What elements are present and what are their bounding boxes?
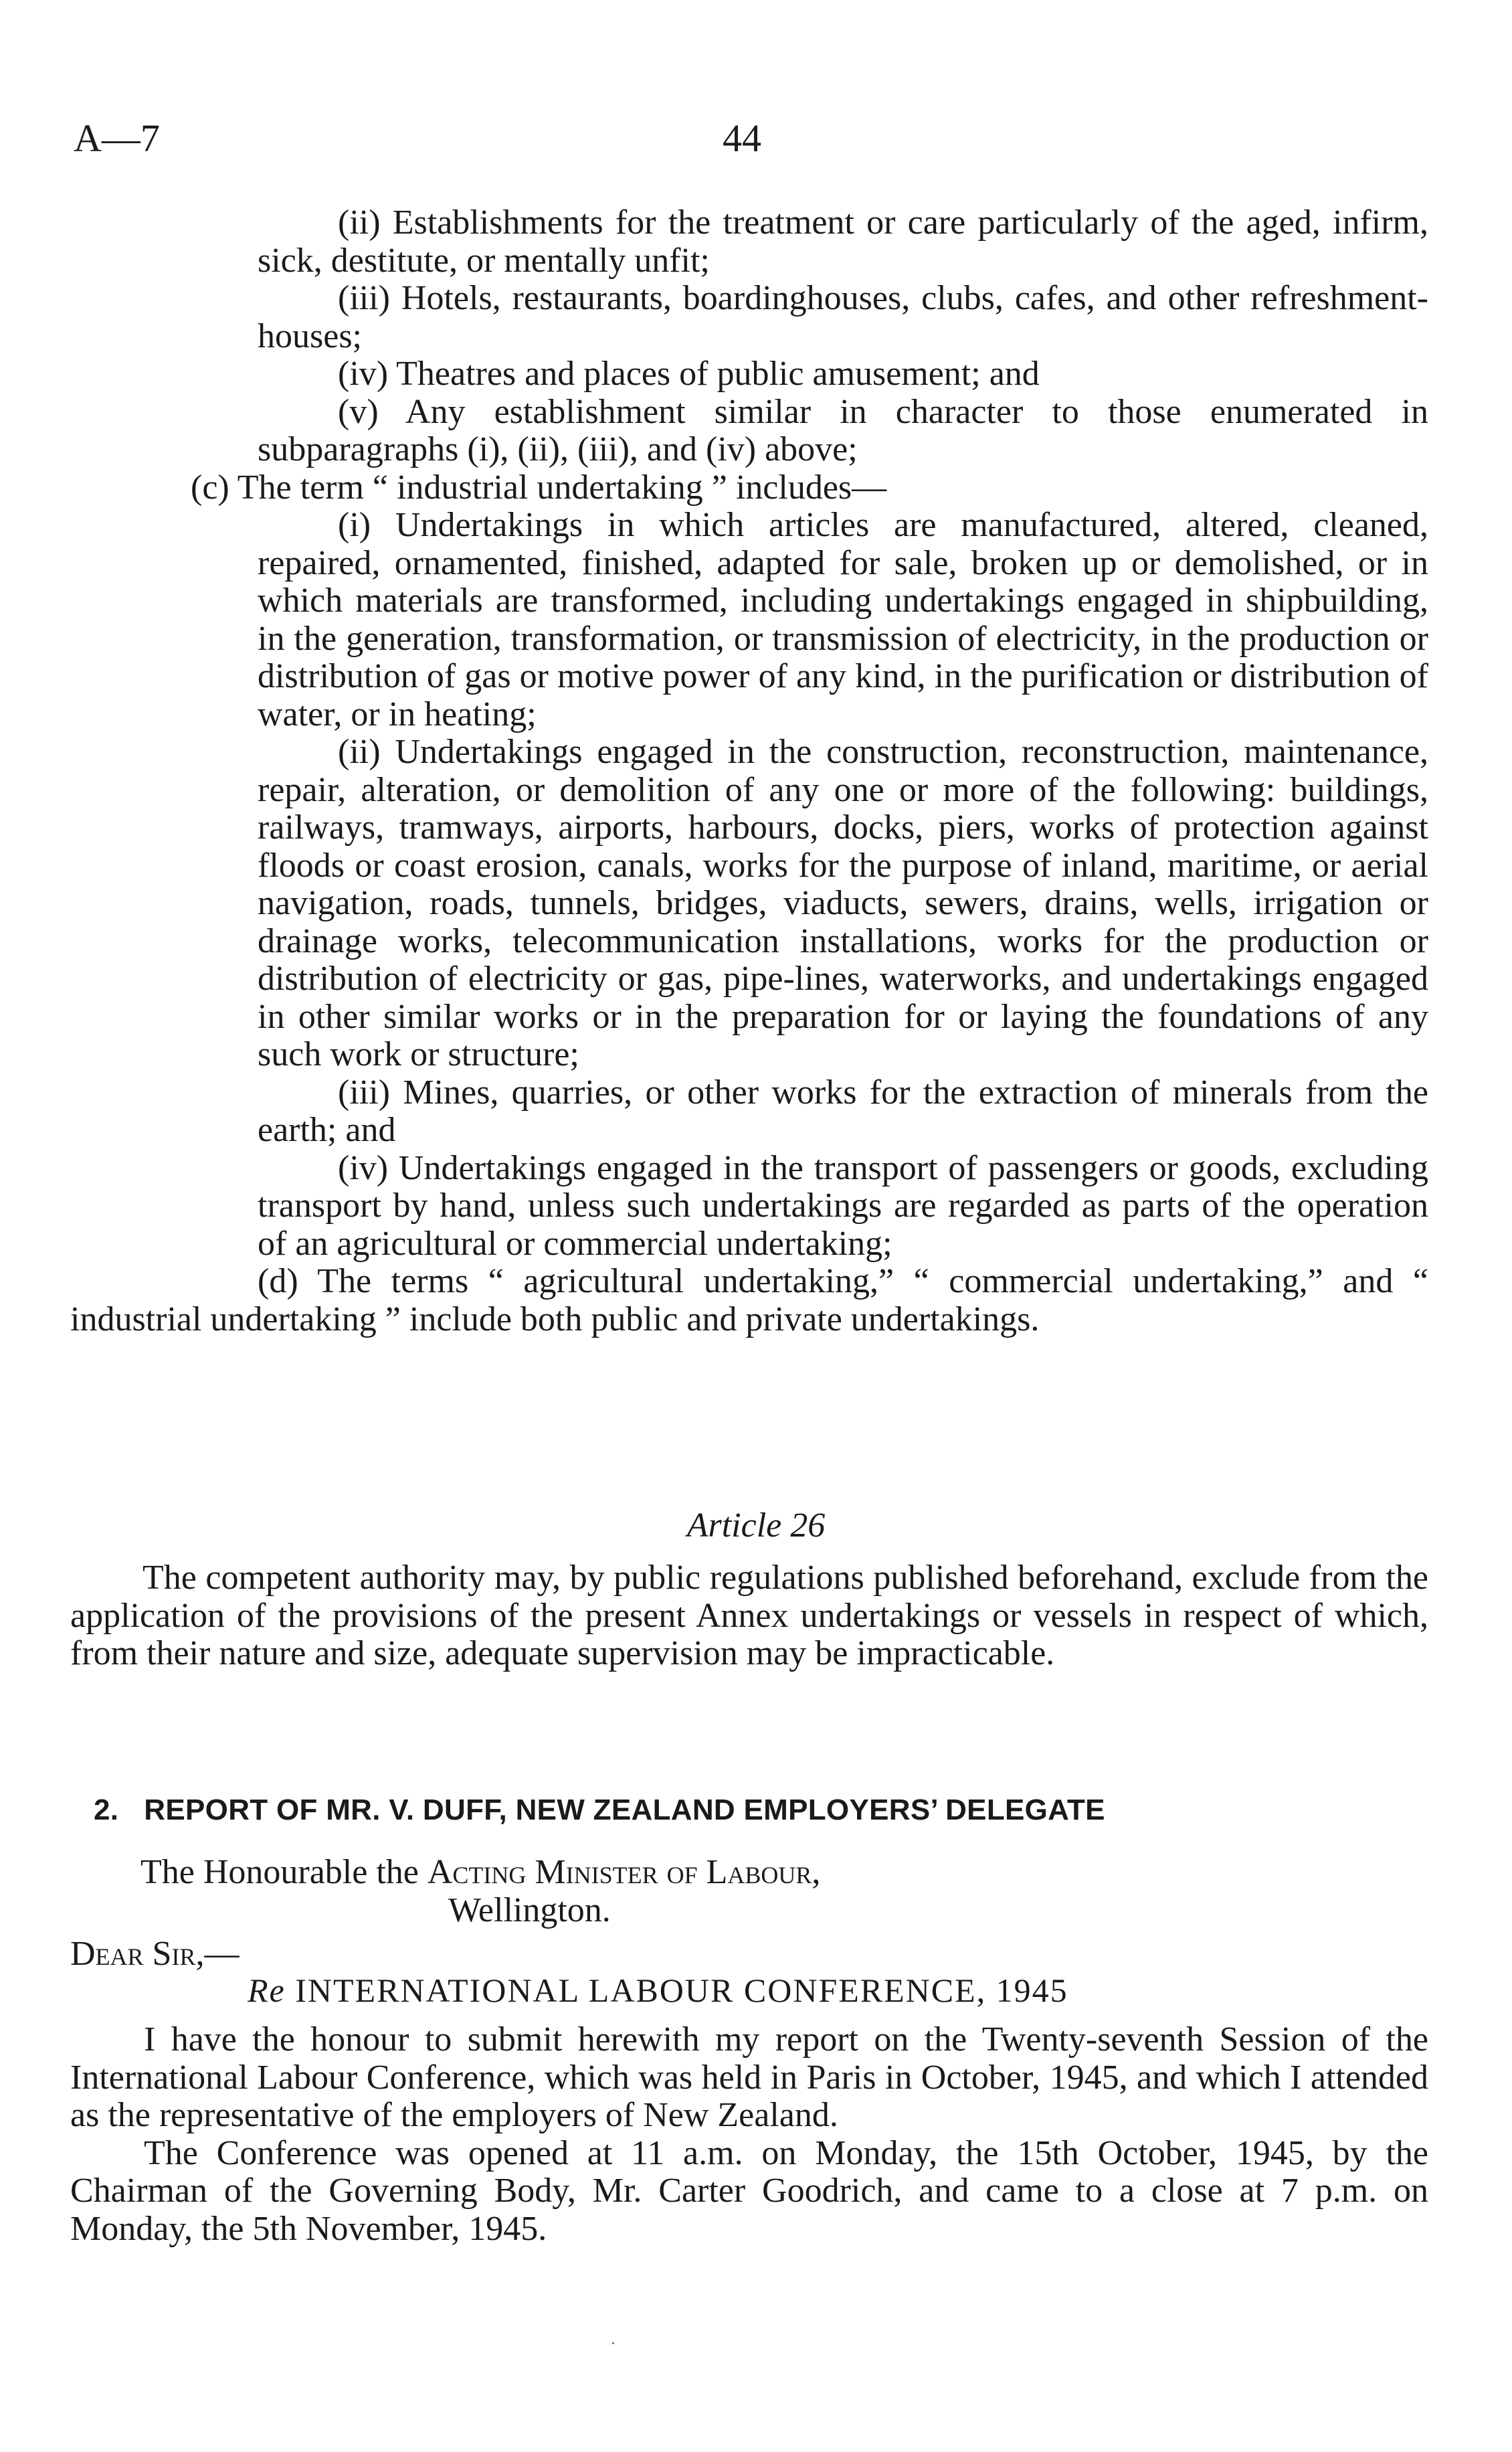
subject-line: [248, 1971, 1068, 2010]
print-speck: [612, 2342, 614, 2344]
subject-text: INTERNATIONAL LABOUR CONFERENCE, 1945: [295, 1972, 1068, 2009]
addressee-block: [140, 1854, 820, 1929]
article-body: The competent authority may, by public regulations published beforehand, exclude from the application of the provisions of the present Annex undertakings or vessels in respect of which, from their nature and size, adequate supervision may be impracticable.: [70, 1559, 1428, 1672]
addressee-city: Wellington.: [448, 1891, 611, 1929]
clause-c-industrial: (c) The term “ industrial undertaking ” includes—: [191, 468, 887, 507]
addressee-title: Acting Minister of Labour,: [427, 1853, 821, 1891]
document-reference: A—7: [74, 116, 160, 160]
report-title: REPORT OF MR. V. DUFF, NEW ZEALAND EMPLOYERS’ DELEGATE: [144, 1793, 1105, 1826]
industrial-subparagraph-ii: (ii) Undertakings engaged in the construction, reconstruction, maintenance, repair, alteration, or demolition of any one or more of the following: buildings, railways, tramways, airports, harbours, docks, piers, works of protection against floods or coast erosion, canals, works for the purpose of inland, maritime, or aerial navigation, roads, tunnels, bridges, viaducts, sewers, drains, wells, irrigation or drainage works, telecommunication installations, works for the production or distribution of electricity or gas, pipe-lines, waterworks, and undertakings engaged in other similar works or in the preparation for or laying the foundations of any such work or structure;: [258, 733, 1428, 1073]
page-number: 44: [723, 116, 761, 160]
letter-paragraph: The Conference was opened at 11 a.m. on Monday, the 15th October, 1945, by the Chairman of the Governing Body, Mr. Carter Goodrich, and came to a close at 7 p.m. on Monday, the 5th November, 1945.: [70, 2133, 1428, 2248]
subparagraph-v-similar: (v) Any establishment similar in character to those enumerated in subparagraphs (i), (ii), (iii), and (iv) above;: [258, 392, 1428, 468]
report-number: 2.: [94, 1793, 119, 1826]
subparagraph-iii-hotels: (iii) Hotels, restaurants, boardinghouses, clubs, cafes, and other refreshment-houses;: [258, 279, 1428, 355]
letter-paragraph: I have the honour to submit herewith my report on the Twenty-seventh Session of the International Labour Conference, which was held in Paris in October, 1945, and which I attended as the representative of the employers of New Zealand.: [70, 2020, 1428, 2134]
industrial-subparagraph-iii: (iii) Mines, quarries, or other works for the extraction of minerals from the earth; and: [258, 1073, 1428, 1149]
annex-definitions: [70, 203, 1428, 1338]
subparagraph-ii-establishments: (ii) Establishments for the treatment or care particularly of the aged, infirm, sick, destitute, or mentally unfit;: [258, 203, 1428, 280]
article-title: Article 26: [686, 1506, 826, 1545]
report-heading: [94, 1793, 1432, 1827]
clause-d-terms: (d) The terms “ agricultural undertaking,” “ commercial undertaking,” and “ industrial undertaking ” include both public and private undertakings.: [70, 1262, 1428, 1338]
letter-body: [70, 2021, 1428, 2248]
subject-prefix: Re: [248, 1972, 286, 2009]
industrial-subparagraph-iv: (iv) Undertakings engaged in the transport of passengers or goods, excluding transport by hand, unless such undertakings are regarded as parts of the operation of an agricultural or commercial undertaking;: [258, 1148, 1428, 1263]
addressee-prefix: The Honourable the: [140, 1853, 419, 1891]
salutation: Dear Sir,—: [70, 1935, 240, 1973]
industrial-subparagraph-i: (i) Undertakings in which articles are manufactured, altered, cleaned, repaired, ornamented, finished, adapted for sale, broken up or demolished, or in which materials are transformed, including undertakings engaged in shipbuilding, in the generation, transformation, or transmission of electricity, in the production or distribution of gas or motive power of any kind, in the purification or distribution of water, or in heating;: [258, 506, 1428, 733]
subparagraph-iv-theatres: (iv) Theatres and places of public amusement; and: [338, 355, 1040, 393]
